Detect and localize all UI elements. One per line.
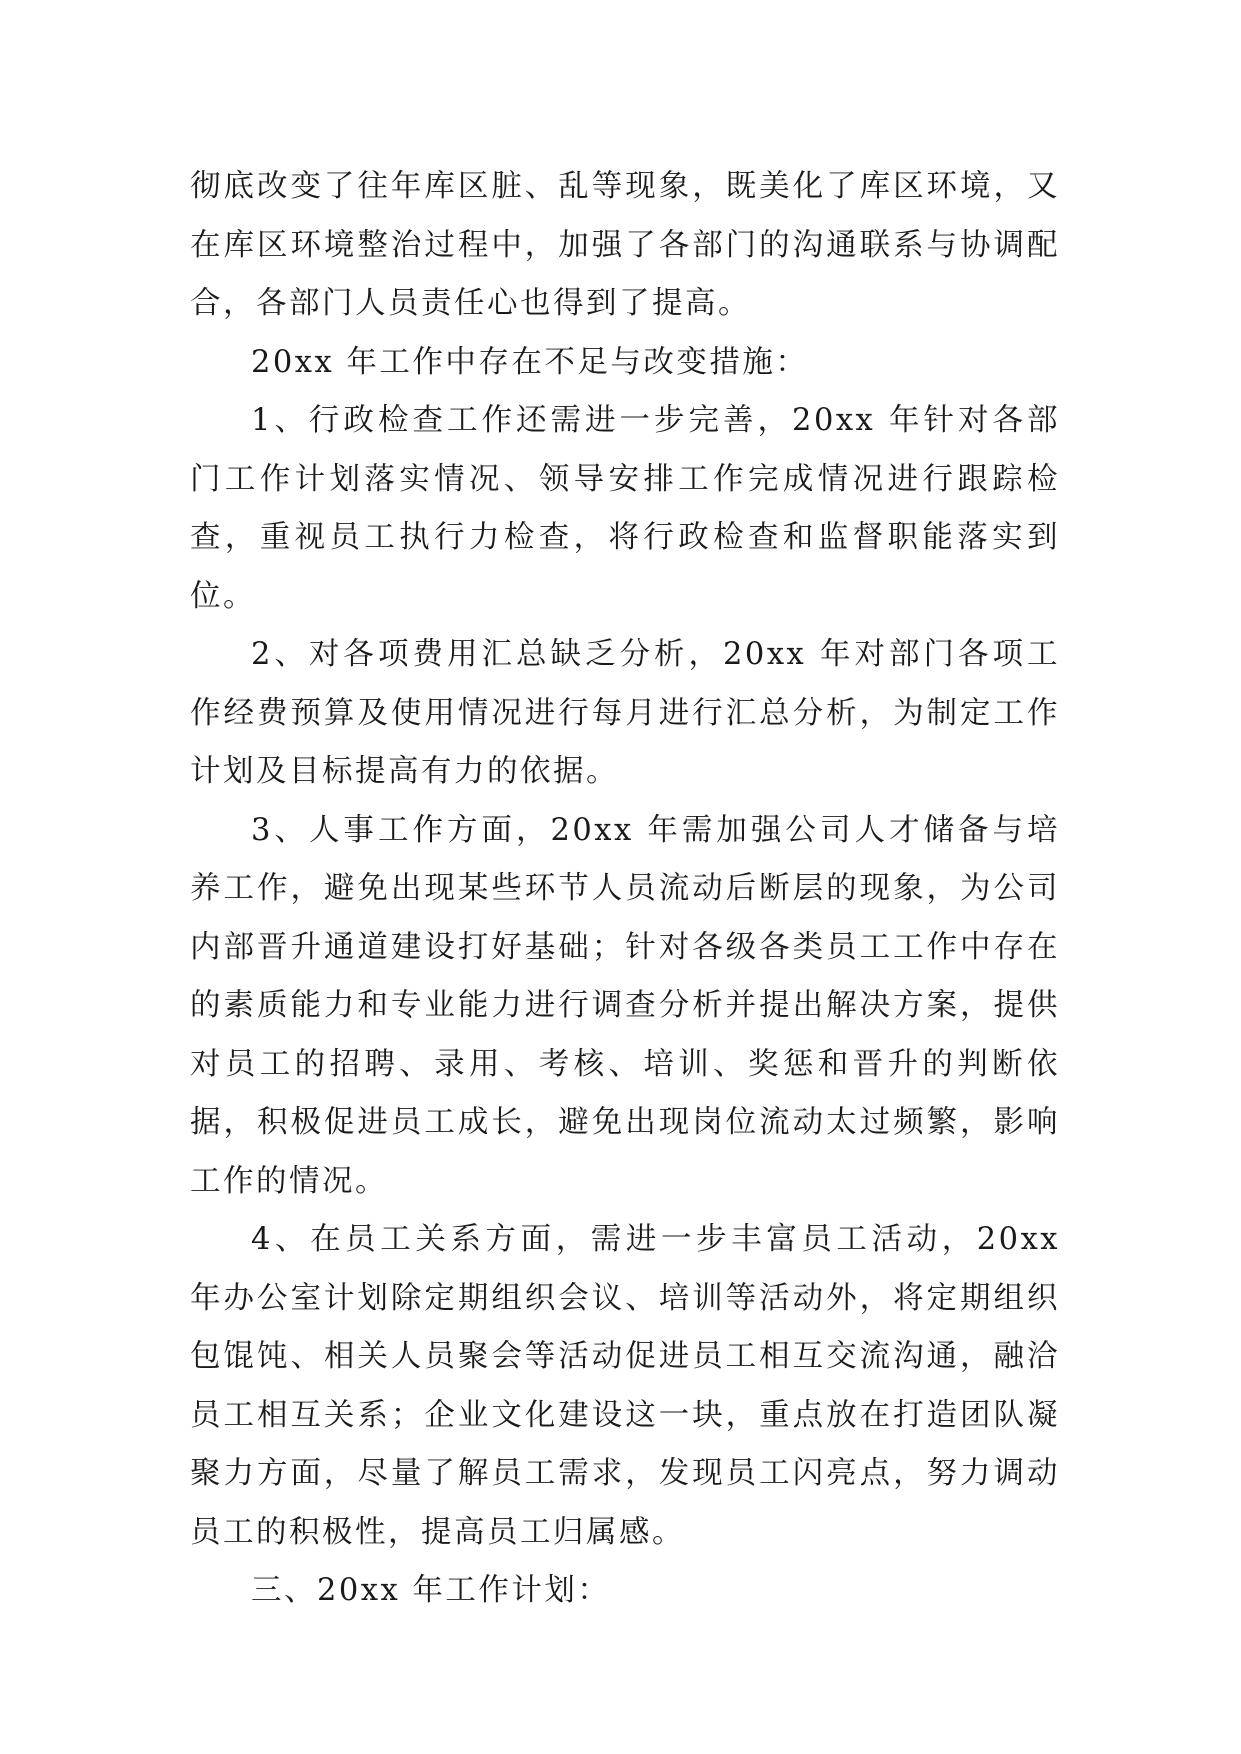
paragraph-shortcomings-heading: 20xx 年工作中存在不足与改变措施： [251, 344, 809, 380]
paragraph-continuation: 彻底改变了往年库区脏、乱等现象，既美化了库区环境，又在库区环境整治过程中，加强了各部门的沟通联系与协调配合，各部门人员责任心也得到了提高。 [190, 169, 1060, 321]
document-body [190, 158, 1060, 1621]
paragraph-item-3: 3、人事工作方面，20xx 年需加强公司人才储备与培养工作，避免出现某些环节人员流动后断层的现象，为公司内部晋升通道建设打好基础；针对各级各类员工工作中存在的素质能力和专业能力进行调查分析并提出解决方案，提供对员工的招聘、录用、考核、培训、奖惩和晋升的判断依据，积极促进员工成长，避免出现岗位流动太过频繁，影响工作的情况。 [190, 812, 1060, 1199]
paragraph-item-2: 2、对各项费用汇总缺乏分析，20xx 年对部门各项工作经费预算及使用情况进行每月进行汇总分析，为制定工作计划及目标提高有力的依据。 [190, 637, 1060, 789]
section-heading-work-plan: 三、20xx 年工作计划： [251, 1573, 611, 1608]
paragraph-item-4: 4、在员工关系方面，需进一步丰富员工活动，20xx 年办公室计划除定期组织会议、培训等活动外，将定期组织包馄饨、相关人员聚会等活动促进员工相互交流沟通，融洽员工相互关系；企业文化建设这一块，重点放在打造团队凝聚力方面，尽量了解员工需求，发现员工闪亮点，努力调动员工的积极性，提高员工归属感。 [190, 1222, 1060, 1550]
paragraph-item-1: 1、行政检查工作还需进一步完善，20xx 年针对各部门工作计划落实情况、领导安排工作完成情况进行跟踪检查，重视员工执行力检查，将行政检查和监督职能落实到位。 [190, 403, 1060, 614]
